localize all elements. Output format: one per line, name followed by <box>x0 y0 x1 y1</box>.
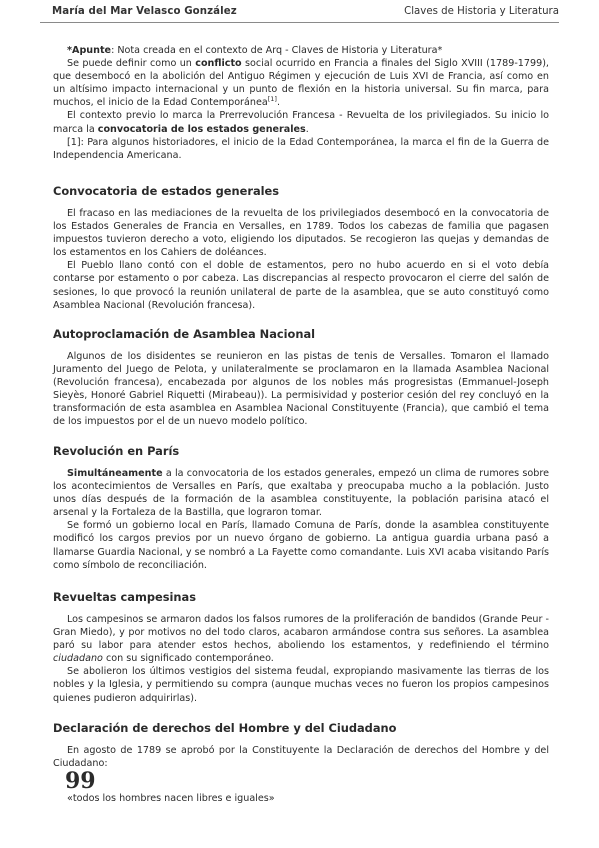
paragraph-italic-term: ciudadano <box>53 653 103 665</box>
intro-paragraph-1 <box>53 57 549 109</box>
section-paragraph: En agosto de 1789 se aprobó por la Constituyente la Declaración de derechos del Hombre y del Ciudadano: <box>53 745 549 770</box>
apunte-label: *Apunte <box>67 45 112 56</box>
header-author: María del Mar Velasco González <box>52 6 237 17</box>
page-header <box>40 5 559 19</box>
intro-p2-end: . <box>305 123 309 135</box>
section-paragraph: Se formó un gobierno local en París, llamado Comuna de París, donde la asamblea constituyente modificó los cargos previos por un nuevo órgano de gobierno. La antigua guardia urbana pasó a llamarse Guardia Nacional, y se nombró a La Fayette como comandante. Luis XVI acaba visitando París como símbolo de reconciliación. <box>53 520 549 571</box>
intro-p1-bold: conflicto <box>195 58 242 70</box>
intro-p1-end: . <box>276 97 281 109</box>
section-paragraph <box>53 613 549 665</box>
paragraph-text: con su significado contemporáneo. <box>102 653 274 665</box>
apunte-note <box>53 44 549 57</box>
section-heading: Revolución en París <box>53 444 180 458</box>
section-paragraph: El Pueblo llano contó con el doble de estamentos, pero no hubo acuerdo en si el voto debía contarse por estamento o por cabeza. Las discrepancias al respecto provocaron el cierre del salón de sesiones, lo que provocó la reunión unilateral de parte de la asamblea, que se auto constituyó como Asamblea Nacional (Revolución francesa). <box>53 260 549 311</box>
intro-p2-text: El contexto previo lo marca la Prerrevolución Francesa - Revuelta de los privilegiados. Su inicio lo marca la <box>53 110 549 135</box>
section-paragraph: Algunos de los disidentes se reunieron en las pistas de tenis de Versalles. Tomaron el llamado Juramento del Juego de Pelota, y unilateralmente se proclamaron en la llamada Asamblea Nacional (Revolución francesa), encabezada por algunos de los nobles más progresistas (Emmanuel-Joseph Sieyès, Honoré Gabriel Riquetti (Mirabeau)). La permisividad y posterior cesión del rey concluyó en la transformación de esta asamblea en Asamblea Nacional Constituyente (Francia), que cambió el tema de los impuestos por el de un nuevo modelo político. <box>53 351 549 428</box>
intro-paragraph-2 <box>53 109 549 135</box>
paragraph-text: Los campesinos se armaron dados los falsos rumores de la proliferación de bandidos (Grande Peur - Gran Miedo), y por motivos no del todo claros, acabaron armándose contra sus señores. La asamblea paró su labor para atender estos hechos, aboliendo los estamentos, y redefiniendo el término <box>53 614 549 652</box>
footnote-ref: [1] <box>267 95 277 104</box>
section-paragraph <box>53 467 549 519</box>
apunte-text: : Nota creada en el contexto de Arq - Claves de Historia y Literatura* <box>111 45 443 56</box>
section-heading: Convocatoria de estados generales <box>53 184 280 198</box>
section-declaracion <box>53 721 549 816</box>
intro-block <box>53 44 549 162</box>
intro-p1-text-a: Se puede definir como un <box>67 58 196 70</box>
section-revueltas-campesinas <box>53 590 549 705</box>
section-heading: Revueltas campesinas <box>53 590 196 604</box>
header-rule <box>40 22 559 23</box>
section-convocatoria <box>53 184 549 312</box>
quote-icon: 99 <box>65 768 96 795</box>
section-paragraph: El fracaso en las mediaciones de la revuelta de los privilegiados desembocó en la convocatoria de los Estados Generales de Francia en Versalles, en 1789. Todos los cabezas de familia que pagasen impuestos tuvieron derecho a voto, eligiendo los diputados. Se recogieron las quejas y demandas de los estamentos en los Cahiers de doléances. <box>53 208 549 259</box>
intro-p1-text-b: social ocurrido en Francia a finales del Siglo XVIII (1789-1799), que desembocó en la abolición del Antiguo Régimen y ejecución de Luis XVI de Francia, así como en un altísimo impacto internacional y un punto de flexión en la historia universal. Su fin marca, para muchos, el inicio de la Edad Contemporánea <box>53 58 549 109</box>
section-heading: Autoproclamación de Asamblea Nacional <box>53 327 316 341</box>
section-paragraph: Se abolieron los últimos vestigios del sistema feudal, expropiando masivamente las tierras de los nobles y la Iglesia, y permitiendo su compra (aunque muchas veces no fueron los propios campesinos quienes pudieron adquirirlas). <box>53 666 549 704</box>
intro-p2-bold: convocatoria de los estados generales <box>97 123 306 135</box>
section-revolucion-paris <box>53 444 549 572</box>
section-heading: Declaración de derechos del Hombre y del Ciudadano <box>53 721 397 735</box>
header-doc-title: Claves de Historia y Literatura <box>404 6 559 17</box>
paragraph-text: a la convocatoria de los estados generales, empezó un clima de rumores sobre los acontecimientos de Versalles en París, que exaltaba y preocupaba mucho a la población. Justo unos días después de la formación de la asamblea constituyente, la población parisina atacó el arsenal y la Fortaleza de la Bastilla, que lograron tomar. <box>53 468 549 519</box>
footnote-paragraph: [1]: Para algunos historiadores, el inicio de la Edad Contemporánea, la marca el fin de la Guerra de Independencia Americana. <box>53 136 549 161</box>
blockquote-text: «todos los hombres nacen libres e iguales» <box>67 793 275 805</box>
section-autoproclamacion <box>53 327 549 429</box>
paragraph-bold-lead: Simultáneamente <box>67 468 163 479</box>
